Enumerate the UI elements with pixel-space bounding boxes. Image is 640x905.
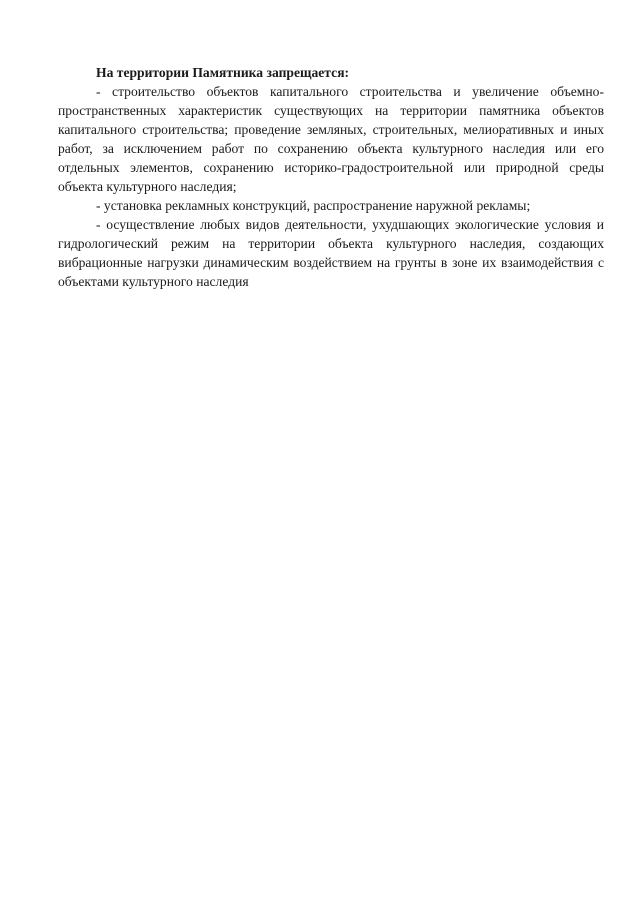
list-item-activities: - осуществление любых видов деятельности, ухудшающих экологические условия и гидрологический режим на территории объекта культурного наследия, создающих вибрационные нагрузки динамическим воздействием на грунты в зоне их взаимодействия с объектами культурного наследия [58,217,604,289]
list-item-advertising: - установка рекламных конструкций, распространение наружной рекламы; [96,198,531,213]
section-heading: На территории Памятника запрещается: [96,65,350,80]
list-item-construction: - строительство объектов капитального строительства и увеличение объемно-пространственных характеристик существующих на территории памятника объектов капитального строительства; проведение земляных, строительных, мелиоративных и иных работ, за исключением работ по сохранению объекта культурного наследия или его отдельных элементов, сохранению историко-градостроительной или природной среды объекта культурного наследия; [58,84,604,194]
prohibitions-section [58,63,604,291]
